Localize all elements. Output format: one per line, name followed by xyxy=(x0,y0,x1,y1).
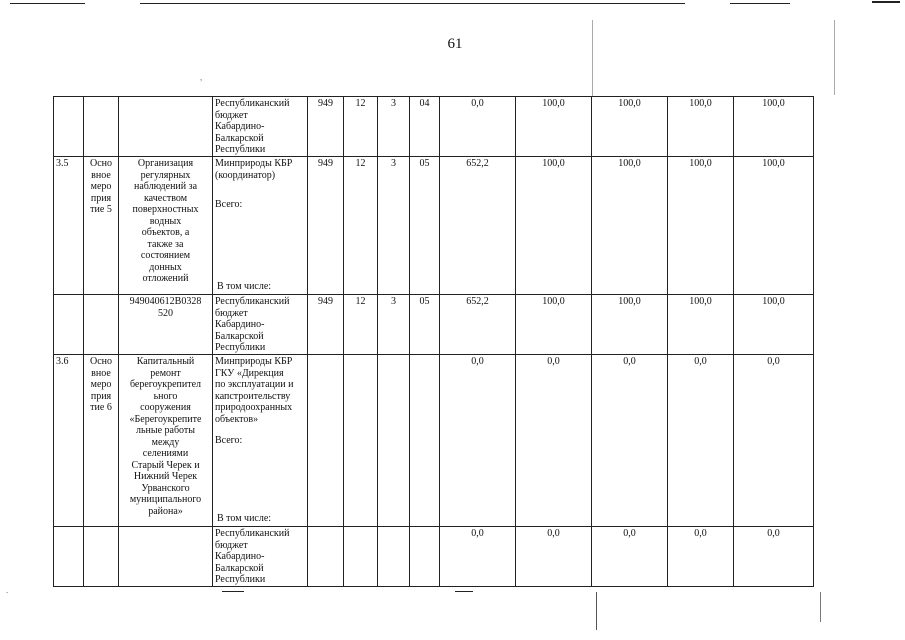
row-name-line: отложений xyxy=(142,273,189,284)
funding-source-line: Республики xyxy=(215,574,266,585)
code-pr: 3 xyxy=(378,157,410,295)
in-number-label: В том числе: xyxy=(217,280,272,292)
funding-source-line: Республиканский xyxy=(215,296,290,307)
row-kind xyxy=(84,97,119,157)
row-kind-line: прия xyxy=(90,390,112,402)
row-number xyxy=(54,295,84,355)
scan-edge-bottom-2 xyxy=(455,591,473,592)
table-row xyxy=(54,355,814,527)
row-number: 3.5 xyxy=(54,157,84,295)
row-name-line: 520 xyxy=(158,307,173,319)
row-number xyxy=(54,97,84,157)
code-pr: 3 xyxy=(378,295,410,355)
row-name-line: «Берегоукрепите xyxy=(129,413,202,425)
amount-2022: 100,0 xyxy=(734,157,814,295)
code-rz xyxy=(344,527,378,587)
budget-table xyxy=(53,96,814,587)
row-name-line: 949040612В0328 xyxy=(129,296,202,307)
row-name-line: водных xyxy=(149,215,182,227)
amount-2019: 100,0 xyxy=(516,97,592,157)
row-name-line: Урванского xyxy=(141,482,190,494)
scan-edge-bottom-vertical-right xyxy=(820,592,821,622)
scan-edge-right xyxy=(834,20,835,95)
amount-2019: 0,0 xyxy=(516,527,592,587)
row-name-line: объектов, а xyxy=(141,227,190,238)
row-name-line: поверхностных xyxy=(132,204,199,215)
row-name-line: между xyxy=(151,436,180,448)
scan-speck-2: . xyxy=(6,585,9,595)
code-grbs: 949 xyxy=(308,97,344,157)
amount-2022: 0,0 xyxy=(734,527,814,587)
amount-2018: 652,2 xyxy=(440,157,516,295)
code-cs: 04 xyxy=(410,97,440,157)
code-pr xyxy=(378,527,410,587)
code-cs: 05 xyxy=(410,157,440,295)
row-name-line: Капитальный xyxy=(136,356,195,367)
funding-source-line: Балкарской xyxy=(215,132,264,144)
code-pr: 3 xyxy=(378,97,410,157)
code-cs: 05 xyxy=(410,295,440,355)
code-grbs: 949 xyxy=(308,295,344,355)
amount-2022: 100,0 xyxy=(734,97,814,157)
code-rz xyxy=(344,355,378,527)
funding-source xyxy=(213,527,308,587)
row-name-line: берегоукрепител xyxy=(129,379,202,390)
row-name-line: льные работы xyxy=(135,425,196,436)
funding-source xyxy=(213,157,308,295)
amount-2020: 0,0 xyxy=(592,527,668,587)
row-kind xyxy=(84,157,119,295)
funding-source-line: бюджет xyxy=(215,109,248,121)
funding-source-line: Республики xyxy=(215,342,266,353)
funding-source-line: Минприроды КБР xyxy=(215,356,293,367)
amount-2018: 0,0 xyxy=(440,355,516,527)
funding-source-line: по эксплуатации и xyxy=(215,379,294,390)
amount-2021: 0,0 xyxy=(668,527,734,587)
code-cs xyxy=(410,527,440,587)
funding-source-line: Кабардино- xyxy=(215,551,265,562)
funding-source-line: Республики xyxy=(215,144,266,155)
row-kind xyxy=(84,527,119,587)
row-kind-line: тие 5 xyxy=(90,204,112,215)
row-name-line: Нижний Черек xyxy=(133,471,198,482)
amount-2019: 0,0 xyxy=(516,355,592,527)
row-name-line: ьного xyxy=(153,390,178,402)
code-pr xyxy=(378,355,410,527)
funding-source xyxy=(213,97,308,157)
funding-source-line: Кабардино- xyxy=(215,121,265,132)
row-kind-line: вное xyxy=(91,169,111,181)
row-number xyxy=(54,527,84,587)
table-row xyxy=(54,527,814,587)
row-name-line: качеством xyxy=(143,192,188,204)
scan-edge-bottom-vertical xyxy=(596,592,597,630)
row-kind-line: вное xyxy=(91,367,111,379)
funding-source xyxy=(213,295,308,355)
row-name-line: сооружения xyxy=(140,402,191,413)
row-kind-line: Осно xyxy=(89,356,112,367)
funding-source-line: бюджет xyxy=(215,307,248,319)
scan-edge-top-center xyxy=(140,3,685,4)
funding-source-line: капстроительству xyxy=(215,390,291,402)
funding-source-line: Минприроды КБР xyxy=(215,158,293,169)
row-kind-line: Осно xyxy=(89,158,112,169)
amount-2021: 100,0 xyxy=(668,295,734,355)
scan-edge-vertical xyxy=(592,20,593,96)
row-name-line: Организация xyxy=(137,158,194,169)
funding-source-line: (координатор) xyxy=(215,169,276,181)
total-label: Всего: xyxy=(215,435,243,446)
row-kind xyxy=(84,355,119,527)
row-name-line: селениями xyxy=(142,448,189,459)
amount-2020: 100,0 xyxy=(592,97,668,157)
code-rz: 12 xyxy=(344,97,378,157)
row-name-line: состоянием xyxy=(140,250,191,261)
amount-2018: 0,0 xyxy=(440,97,516,157)
row-kind-line: меро xyxy=(90,181,112,192)
page-number: 61 xyxy=(447,36,463,52)
scan-edge-top-left xyxy=(10,3,85,4)
amount-2021: 100,0 xyxy=(668,97,734,157)
code-grbs: 949 xyxy=(308,157,344,295)
funding-source-line: Республиканский xyxy=(215,528,290,539)
amount-2020: 0,0 xyxy=(592,355,668,527)
table-row xyxy=(54,157,814,295)
amount-2021: 0,0 xyxy=(668,355,734,527)
row-name xyxy=(119,97,213,157)
row-name-line: ремонт xyxy=(150,367,181,379)
row-kind-line: прия xyxy=(90,192,112,204)
amount-2021: 100,0 xyxy=(668,157,734,295)
funding-source-line: объектов» xyxy=(215,413,259,425)
funding-source-line: Балкарской xyxy=(215,562,264,574)
row-name xyxy=(119,295,213,355)
scan-edge-top-right xyxy=(730,3,790,4)
row-name xyxy=(119,157,213,295)
row-name-line: Старый Черек и xyxy=(131,459,200,471)
funding-source-line: природоохранных xyxy=(215,402,293,413)
row-kind-line: меро xyxy=(90,379,112,390)
code-grbs xyxy=(308,355,344,527)
scan-speck: , xyxy=(200,72,203,82)
amount-2018: 652,2 xyxy=(440,295,516,355)
code-grbs xyxy=(308,527,344,587)
amount-2022: 100,0 xyxy=(734,295,814,355)
funding-source xyxy=(213,355,308,527)
row-name-line: также за xyxy=(147,238,184,250)
scan-edge-bottom xyxy=(222,591,244,592)
funding-source-line: Республиканский xyxy=(215,98,290,109)
amount-2019: 100,0 xyxy=(516,157,592,295)
amount-2022: 0,0 xyxy=(734,355,814,527)
amount-2020: 100,0 xyxy=(592,295,668,355)
amount-2020: 100,0 xyxy=(592,157,668,295)
amount-2018: 0,0 xyxy=(440,527,516,587)
row-name xyxy=(119,527,213,587)
funding-source-line: ГКУ «Дирекция xyxy=(215,367,284,379)
in-number-label: В том числе: xyxy=(217,512,272,524)
code-rz: 12 xyxy=(344,157,378,295)
total-label: Всего: xyxy=(215,199,243,210)
row-name xyxy=(119,355,213,527)
table-row xyxy=(54,97,814,157)
code-cs xyxy=(410,355,440,527)
amount-2019: 100,0 xyxy=(516,295,592,355)
row-name-line: района» xyxy=(148,505,183,517)
row-name-line: регулярных xyxy=(140,169,191,181)
row-name-line: донных xyxy=(149,261,182,273)
row-kind xyxy=(84,295,119,355)
code-rz: 12 xyxy=(344,295,378,355)
row-name-line: наблюдений за xyxy=(133,181,198,192)
row-name-line: муниципального xyxy=(129,494,202,505)
row-number: 3.6 xyxy=(54,355,84,527)
funding-source-line: Кабардино- xyxy=(215,319,265,330)
row-kind-line: тие 6 xyxy=(90,402,112,413)
funding-source-line: бюджет xyxy=(215,539,248,551)
funding-source-line: Балкарской xyxy=(215,330,264,342)
table-row xyxy=(54,295,814,355)
scan-edge-corner xyxy=(872,1,900,3)
